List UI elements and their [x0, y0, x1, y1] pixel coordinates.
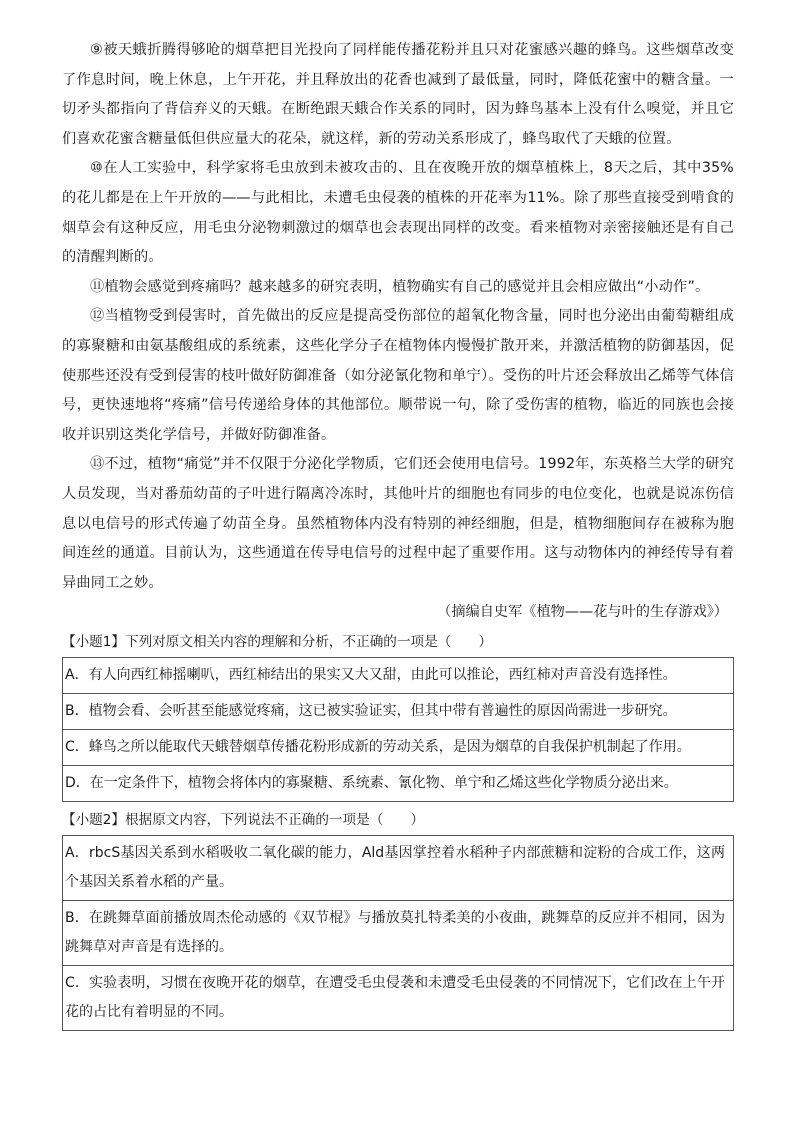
question-2-option-c[interactable]: C．实验表明，习惯在夜晚开花的烟草，在遭受毛虫侵袭和未遭受毛虫侵袭的不同情况下，它们改在上午开花的占比有着明显的不同。	[63, 965, 733, 1030]
paragraph-10: ⑩在人工实验中，科学家将毛虫放到未被攻击的、且在夜晚开放的烟草植株上，8天之后，其中35%的花儿都是在上午开放的——与此相比，未遭毛虫侵袭的植株的开花率为11%。除了那些直接受到啃食的烟草会有这种反应，用毛虫分泌物刺激过的烟草也会表现出同样的改变。看来植物对亲密接触还是有自己的清醒判断的。	[62, 160, 734, 266]
question-1-options	[62, 657, 734, 802]
question-2-option-b[interactable]: B．在跳舞草面前播放周杰伦动感的《双节棍》与播放莫扎特柔美的小夜曲，跳舞草的反应并不相同，因为跳舞草对声音是有选择的。	[63, 900, 733, 965]
question-1-option-b[interactable]: B．植物会看、会听甚至能感觉疼痛，这已被实验证实，但其中带有普遍性的原因尚需进一步研究。	[63, 693, 733, 729]
question-1-option-c[interactable]: C．蜂鸟之所以能取代天蛾替烟草传播花粉形成新的劳动关系，是因为烟草的自我保护机制起了作用。	[63, 729, 733, 765]
source-citation: （摘编自史军《植物——花与叶的生存游戏》）	[437, 604, 728, 621]
question-2-options	[62, 835, 734, 1031]
paragraph-12: ⑫当植物受到侵害时，首先做出的反应是提高受伤部位的超氧化物含量，同时也分泌出由葡萄糖组成的寡聚糖和由氨基酸组成的系统素，这些化学分子在植物体内慢慢扩散开来，并激活植物的防御基因，促使那些还没有受到侵害的枝叶做好防御准备（如分泌氰化物和单宁）。受伤的叶片还会释放出乙烯等气体信号，更快速地将“疼痛”信号传递给身体的其他部位。顺带说一句，除了受伤害的植物，临近的同族也会接收并识别这类化学信号，并做好防御准备。	[62, 308, 734, 443]
question-1-stem: 【小题1】下列对原文相关内容的理解和分析，不正确的一项是（ ）	[62, 633, 493, 650]
paragraph-13: ⑬不过，植物“痛觉”并不仅限于分泌化学物质，它们还会使用电信号。1992年，东英格兰大学的研究人员发现，当对番茄幼苗的子叶进行隔离冷冻时，其他叶片的细胞也有同步的电位变化，也就是说冻伤信息以电信号的形式传遍了幼苗全身。虽然植物体内没有特别的神经细胞，但是，植物细胞间存在被称为胞间连丝的通道。目前认为，这些通道在传导电信号的过程中起了重要作用。这与动物体内的神经传导有着异曲同工之妙。	[62, 456, 734, 591]
paragraph-11: ⑪植物会感觉到疼痛吗？越来越多的研究表明，植物确实有自己的感觉并且会相应做出“小动作”。	[90, 278, 710, 295]
question-2-option-a[interactable]: A．rbcS基因关系到水稻吸收二氧化碳的能力，Ald基因掌控着水稻种子内部蔗糖和淀粉的合成工作，这两个基因关系着水稻的产量。	[65, 844, 725, 890]
question-1-option-d[interactable]: D．在一定条件下，植物会将体内的寡聚糖、系统素、氰化物、单宁和乙烯这些化学物质分泌出来。	[63, 765, 733, 801]
question-1-option-a[interactable]: A．有人向西红柿摇喇叭，西红柿结出的果实又大又甜，由此可以推论，西红柿对声音没有选择性。	[65, 666, 677, 683]
document-page	[62, 36, 734, 1035]
paragraph-9: ⑨被天蛾折腾得够呛的烟草把目光投向了同样能传播花粉并且只对花蜜感兴趣的蜂鸟。这些烟草改变了作息时间，晚上休息，上午开花，并且释放出的花香也减到了最低量，同时，降低花蜜中的糖含量。一切矛头都指向了背信弃义的天蛾。在断绝跟天蛾合作关系的同时，因为蜂鸟基本上没有什么嗅觉，并且它们喜欢花蜜含糖量低但供应量大的花朵，就这样，新的劳动关系形成了，蜂鸟取代了天蛾的位置。	[62, 42, 734, 147]
question-2-stem: 【小题2】根据原文内容，下列说法不正确的一项是（ ）	[62, 811, 425, 828]
